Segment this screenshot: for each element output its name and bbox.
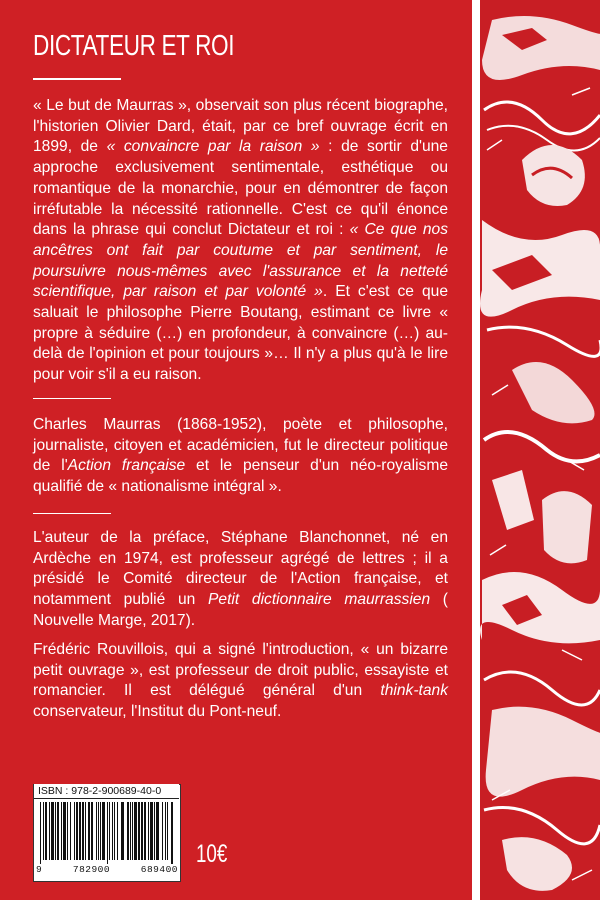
barcode-bar [91, 802, 93, 860]
isbn-label: ISBN : 978-2-900689-40-0 [34, 784, 179, 799]
author-bio-paragraph [33, 415, 448, 498]
italic-text: Petit dictionnaire maurrassien [208, 591, 431, 609]
barcode-bar [114, 802, 115, 860]
divider [33, 398, 111, 399]
text-segment: « Le but de Maurras », observait son plus récent biographe, l'historien Olivier Dard, était, par ce bref ouvrage écrit en 1899, de [33, 97, 448, 156]
title-underline [33, 78, 121, 80]
barcode-bar [51, 802, 54, 860]
barcode-bar [88, 802, 90, 860]
barcode-bar [63, 802, 66, 860]
barcode-bar [102, 802, 105, 860]
barcode-bar [96, 802, 97, 860]
barcode-bar [162, 802, 163, 860]
barcode-bar [70, 802, 71, 860]
text-segment: Frédéric Rouvillois, qui a signé l'introduction, « un bizarre petit ouvrage », est professeur de droit public, essayiste et romancier. Il est délégué général d'un [33, 641, 448, 700]
barcode-bar [45, 802, 47, 860]
barcode-bar [138, 802, 140, 860]
decorative-woodcut-illustration [472, 0, 600, 900]
barcode-bar [74, 802, 75, 860]
introduction-author-paragraph [33, 640, 448, 723]
barcode-bar [79, 802, 81, 860]
barcode-bar [109, 802, 110, 860]
barcode-digits [36, 864, 178, 875]
barcode-bar [100, 802, 101, 860]
barcode-bar [67, 802, 68, 860]
barcode-bar [171, 802, 173, 864]
text-segment: : de sortir d'une approche exclusivement sentimentale, esthétique ou romantique de la monarchie, pour en démontrer de façon irréfutable la nécessité rationnelle. C'est ce qu'il énonce dans la phrase qui conclut Dictateur et roi : [33, 138, 448, 239]
barcode-bar [132, 802, 133, 860]
barcode-bar [144, 802, 146, 860]
barcode-bar [55, 802, 56, 860]
barcode-bar [150, 802, 153, 860]
text-segment: conservateur, l'Institut du Pont-neuf. [33, 703, 282, 721]
barcode-bar [85, 802, 86, 860]
barcode-bar [57, 802, 59, 860]
italic-text: think-tank [380, 682, 448, 700]
text-segment: L'auteur de la préface, Stéphane Blanchonnet, né en Ardèche en 1974, est professeur agrégé de lettres ; il a présidé le Comité directeur de l'Action française, et notamment publié un [33, 529, 448, 609]
barcode-bar [61, 802, 62, 860]
italic-text: « Ce que nos ancêtres ont fait par coutume et par sentiment, le poursuivre nous-mêmes avec l'assurance et la netteté scientifique, par raison et par volonté » [33, 221, 449, 301]
barcode-bar [141, 802, 143, 860]
text-segment: et le penseur d'un néo-royalisme qualifié de « nationalisme intégral ». [33, 457, 448, 496]
barcode-digits-left: 782900 [72, 864, 111, 875]
barcode-bar [43, 802, 44, 860]
barcode-bar [127, 802, 129, 860]
barcode [36, 802, 178, 864]
barcode-bar [76, 802, 78, 860]
book-title: DICTATEUR ET ROI [33, 30, 235, 62]
barcode-digits-right: 689400 [140, 864, 178, 875]
barcode-bar [121, 802, 124, 860]
barcode-bar [148, 802, 149, 860]
text-segment: Charles Maurras (1868-1952), poète et philosophe, journaliste, citoyen et académicien, fut le directeur politique de l' [33, 416, 448, 475]
text-segment: . Et c'est ce que saluait le philosophe Pierre Boutang, estimant ce livre « propre à séduire (…) en profondeur, à convaincre (…) au-delà de l'opinion et pour toujours »… Il n'y a plus qu'à le lire pour voir s'il a eu raison. [33, 283, 448, 384]
text-segment: ( Nouvelle Marge, 2017). [33, 591, 448, 629]
barcode-bar [98, 802, 99, 860]
barcode-bar [40, 802, 41, 864]
barcode-bar [49, 802, 50, 860]
barcode-digit-first: 9 [36, 864, 43, 875]
barcode-bar [165, 802, 166, 860]
barcode-bar [134, 802, 137, 860]
barcode-bar [130, 802, 131, 860]
barcode-bar [167, 802, 168, 860]
price: 10€ [196, 840, 228, 868]
preface-author-paragraph [33, 528, 448, 632]
barcode-bar [156, 802, 159, 860]
barcode-bar [82, 802, 84, 860]
barcode-bar [117, 802, 118, 860]
barcode-bar [154, 802, 155, 860]
barcode-bar [107, 802, 108, 864]
italic-text: « convaincre par la raison » [106, 138, 320, 156]
divider [33, 513, 111, 514]
barcode-bar [112, 802, 113, 860]
italic-text: Action française [67, 457, 186, 475]
summary-paragraph [33, 96, 448, 386]
